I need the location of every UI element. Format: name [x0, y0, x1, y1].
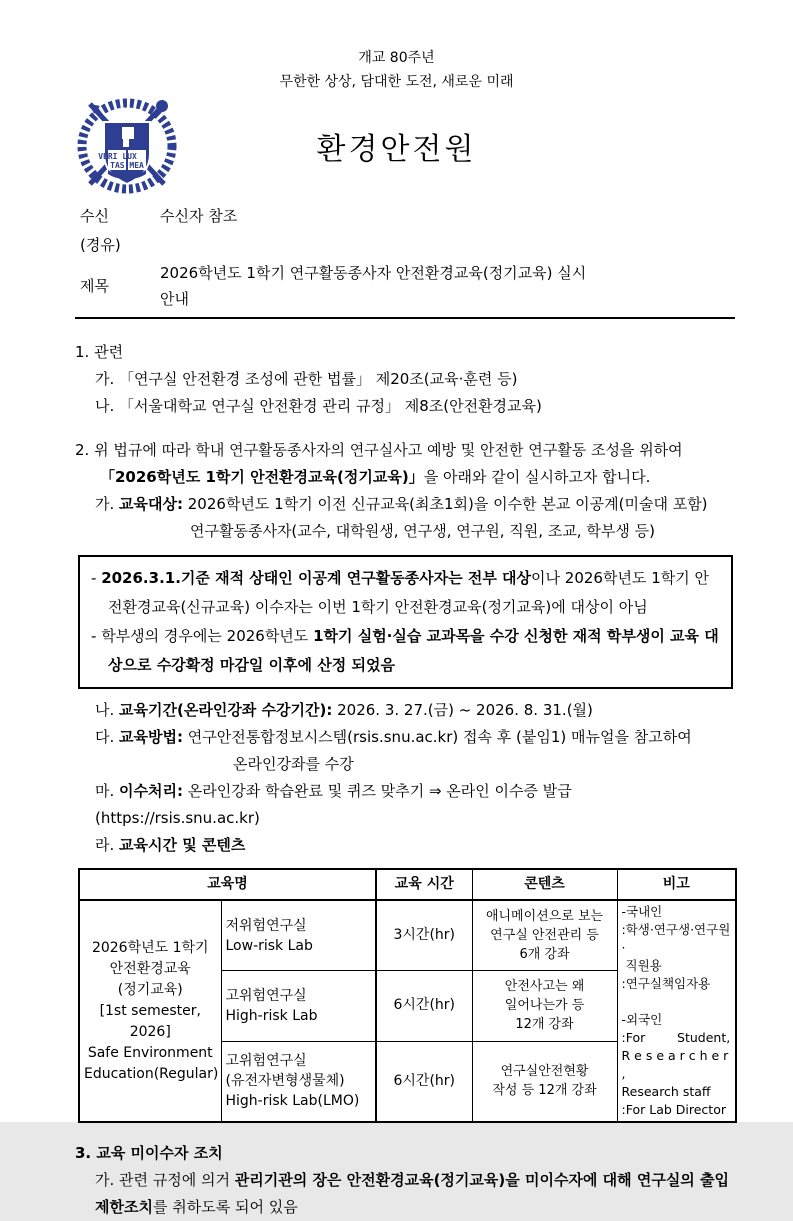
header-divider [75, 317, 735, 319]
hours-cell: 6시간(hr) [376, 971, 472, 1041]
header-hours: 교육 시간 [376, 869, 472, 900]
course-name-cell: 고위험연구실 High-risk Lab [221, 971, 376, 1041]
via-label: (경유) [80, 236, 121, 254]
noncompletion-item: 가. 관련 규정에 의거 관리기관의 장은 안전환경교육(정기교육)을 미이수자에 대해 연구실의 출입 제한조치를 취하도록 되어 있음 [95, 1171, 730, 1216]
header-remark: 비고 [617, 869, 736, 900]
content-cell: 안전사고는 왜 일어나는가 등 12개 강좌 [472, 971, 617, 1041]
subject-row [80, 260, 735, 312]
education-table [78, 868, 737, 1123]
notice-item-1: - 2026.3.1.기준 재적 상태인 이공계 연구활동종사자는 전부 대상이나 2026학년도 1학기 안전환경교육(신규교육) 이수자는 이번 1학기 안전환경교육(정기교육)에 대상이 아님 [91, 569, 709, 616]
logo-motto-top: VERI LUX [98, 152, 137, 161]
impl-method-line1: 다. 교육방법: 연구안전통합정보시스템(rsis.snu.ac.kr) 접속 후 (붙임1) 매뉴얼을 참고하여 [95, 728, 692, 746]
course-name-cell: 저위험연구실 Low-risk Lab [221, 900, 376, 971]
section-implementation [75, 437, 735, 1123]
recipient-row [80, 202, 735, 231]
impl-completion-line: 마. 이수처리: 온라인강좌 학습완료 및 퀴즈 맞추기 ⇒ 온라인 이수증 발급(https://rsis.snu.ac.kr) [95, 782, 572, 827]
content-cell: 애니메이션으로 보는 연구실 안전관리 등 6개 강좌 [472, 900, 617, 971]
impl-method-line2: 온라인강좌를 수강 [233, 755, 354, 773]
section-noncompletion [75, 1140, 735, 1221]
impl-contents-line: 라. 교육시간 및 콘텐츠 [95, 836, 246, 854]
table-row [79, 900, 736, 971]
impl-intro-line2: 「2026학년도 1학기 안전환경교육(정기교육)」을 아래와 같이 실시하고자 합니다. [100, 468, 651, 486]
recipient-label: 수신 [80, 207, 109, 225]
document-meta [80, 202, 735, 312]
course-group-cell: 2026학년도 1학기 안전환경교육 (정기교육) [1st semester, 2026] Safe Environment Education(Regular) [79, 900, 221, 1122]
anniversary-line: 개교 80주년 [358, 50, 435, 66]
snu-emblem-logo [74, 94, 180, 194]
impl-intro-line1: 2. 위 법규에 따라 학내 연구활동종사자의 연구실사고 예방 및 안전한 연구활동 조성을 위하여 [75, 441, 683, 459]
recipient-value: 수신자 참조 [160, 207, 238, 225]
subject-value: 2026학년도 1학기 연구활동종사자 안전환경교육(정기교육) 실시 안내 [160, 264, 587, 308]
snu-emblem-icon [74, 94, 180, 194]
document-body [75, 339, 735, 1221]
related-item-a: 가. 「연구실 안전환경 조성에 관한 법률」 제20조(교육·훈련 등) [95, 370, 518, 388]
notice-item-2: - 학부생의 경우에는 2026학년도 1학기 실험·실습 교과목을 수강 신청한 재적 학부생이 교육 대상으로 수강확정 마감일 이후에 산정 되었음 [91, 627, 719, 674]
related-title: 1. 관련 [75, 343, 124, 361]
hours-cell: 3시간(hr) [376, 900, 472, 971]
table-header-row [79, 869, 736, 900]
impl-target-line1: 가. 교육대상: 2026학년도 1학기 이전 신규교육(최초1회)을 이수한 본교 이공계(미술대 포함) [95, 495, 708, 513]
hours-cell: 6시간(hr) [376, 1041, 472, 1122]
header-contents: 콘텐츠 [472, 869, 617, 900]
impl-target-line2: 연구활동종사자(교수, 대학원생, 연구생, 연구원, 직원, 조교, 학부생 등) [190, 522, 655, 540]
impl-period-line: 나. 교육기간(온라인강좌 수강기간): 2026. 3. 27.(금) ~ 2026. 8. 31.(월) [95, 701, 593, 719]
section-related [75, 339, 735, 420]
related-item-b: 나. 「서울대학교 연구실 안전환경 관리 규정」 제8조(안전환경교육) [95, 397, 542, 415]
subject-label: 제목 [80, 276, 109, 295]
content-cell: 연구실안전현황 작성 등 12개 강좌 [472, 1041, 617, 1122]
page-title: 환경안전원 [316, 132, 477, 167]
via-row [80, 231, 735, 260]
header-course: 교육명 [79, 869, 376, 900]
slogan-line: 무한한 상상, 담대한 도전, 새로운 미래 [279, 74, 514, 90]
notice-box [78, 555, 733, 689]
remark-cell: -국내인 :학생·연구생·연구원· 직원용 :연구실책임자용 -외국인 :For Student, R e s e a r c h e r , Research staff :For Lab Director [617, 900, 736, 1122]
noncompletion-title: 3. 교육 미이수자 조치 [75, 1144, 223, 1162]
course-name-cell: 고위험연구실 (유전자변형생물체) High-risk Lab(LMO) [221, 1041, 376, 1122]
logo-motto-bottom: TAS MEA [110, 161, 144, 170]
